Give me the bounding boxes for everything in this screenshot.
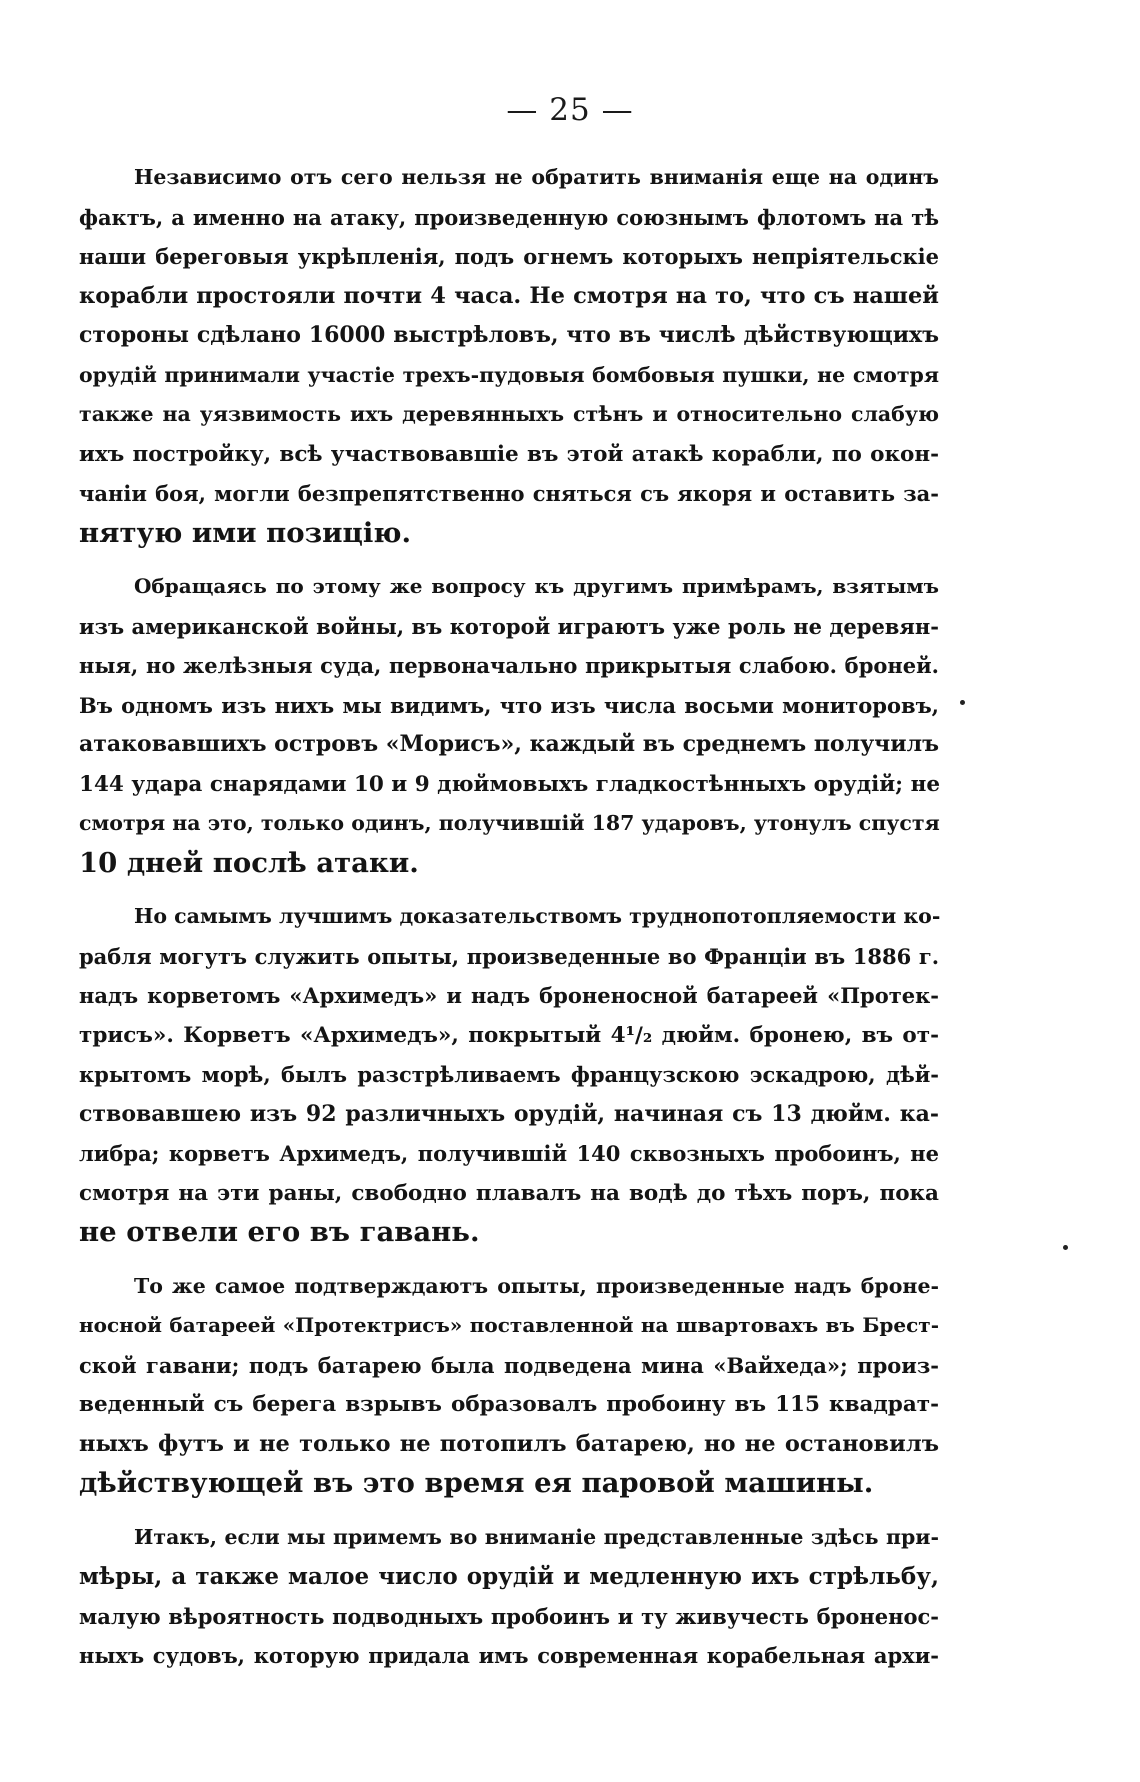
text-line: фактъ, а именно на атаку, произведенную союзнымъ флотомъ на тѣ [79,204,939,230]
text-line: трисъ». Корветъ «Архимедъ», покрытый 4¹/₂ дюйм. бронею, въ от- [79,1022,939,1048]
text-line: ныхъ футъ и не только не потопилъ батарею, но не остановилъ [79,1430,939,1457]
text-line: наши береговыя укрѣпленія, подъ огнемъ которыхъ непріятельскіе [79,244,939,269]
text-line: стороны сдѣлано 16000 выстрѣловъ, что въ числѣ дѣйствующихъ [79,322,939,348]
text-line: Обращаясь по этому же вопросу къ другимъ примѣрамъ, взятымъ [134,574,939,598]
text-line: ныя, но желѣзныя суда, первоначально прикрытыя слабою. броней. [79,653,939,678]
text-line: смотря на это, только одинъ, получившій 187 ударовъ, утонулъ спустя [79,811,940,835]
text-line: Итакъ, если мы примемъ во вниманіе представленные здѣсь при- [134,1524,939,1549]
text-line: малую вѣроятность подводныхъ пробоинъ и ту живучесть броненос- [79,1603,939,1629]
text-line: изъ американской войны, въ которой играютъ уже роль не деревян- [79,613,939,639]
text-line: ской гавани; подъ батарею была подведена мина «Вайхеда»; произ- [79,1352,939,1378]
text-line: крытомъ морѣ, былъ разстрѣливаемъ французскою эскадрою, дѣй- [79,1062,939,1087]
text-line: Независимо отъ сего нельзя не обратить вниманія еще на одинъ [134,165,939,189]
text-line: ствовавшею изъ 92 различныхъ орудій, начиная съ 13 дюйм. ка- [79,1100,939,1127]
text-line: ихъ постройку, всѣ участвовавшіе въ этой атакѣ корабли, по окон- [79,441,939,467]
text-line: нятую ими позицію. [79,516,412,549]
text-line: не отвели его въ гавань. [79,1216,480,1248]
text-line: рабля могутъ служить опыты, произведенные во Франціи въ 1886 г. [79,943,939,969]
text-line: 10 дней послѣ атаки. [79,846,419,879]
paragraph-3 [79,897,939,1253]
text-line: корабли простояли почти 4 часа. Не смотря на то, что съ нашей [79,282,939,309]
print-speck [960,700,965,705]
print-speck [1063,1245,1068,1250]
text-line: Но самымъ лучшимъ доказательствомъ труднопотопляемости ко- [134,904,941,928]
text-line: носной батареей «Протектрисъ» поставленной на швартовахъ въ Брест- [79,1313,939,1337]
body-text [79,158,939,1690]
text-line: либра; корветъ Архимедъ, получившій 140 сквозныхъ пробоинъ, не [79,1141,939,1166]
text-line: надъ корветомъ «Архимедъ» и надъ броненосной батареей «Протек- [79,983,939,1008]
paragraph-2 [79,567,939,883]
text-line: орудій принимали участіе трехъ-пудовыя бомбовыя пушки, не смотря [79,362,939,387]
text-line: То же самое подтверждаютъ опыты, произведенные надъ броне- [134,1273,939,1298]
paragraph-5 [79,1518,939,1676]
text-line: Въ одномъ изъ нихъ мы видимъ, что изъ числа восьми мониторовъ, [79,692,939,718]
paragraph-1 [79,158,939,553]
paragraph-4 [79,1267,939,1504]
text-line: мѣры, а также малое число орудій и медленную ихъ стрѣльбу, [79,1563,939,1590]
text-line: смотря на эти раны, свободно плавалъ на водѣ до тѣхъ поръ, пока [79,1180,939,1206]
text-line: ныхъ судовъ, которую придала имъ современная корабельная архи- [79,1643,939,1668]
page-number: — 25 — [506,92,634,128]
text-line: чаніи боя, могли безпрепятственно сняться съ якоря и оставить за- [79,481,939,506]
text-line: веденный съ берега взрывъ образовалъ пробоину въ 115 квадрат- [79,1392,939,1417]
text-line: атаковавшихъ островъ «Морисъ», каждый въ среднемъ получилъ [79,731,939,757]
text-line: дѣйствующей въ это время ея паровой машины. [79,1467,874,1499]
text-line: 144 удара снарядами 10 и 9 дюймовыхъ гладкостѣнныхъ орудій; не [79,771,941,797]
text-line: также на уязвимость ихъ деревянныхъ стѣнъ и относительно слабую [79,402,939,426]
